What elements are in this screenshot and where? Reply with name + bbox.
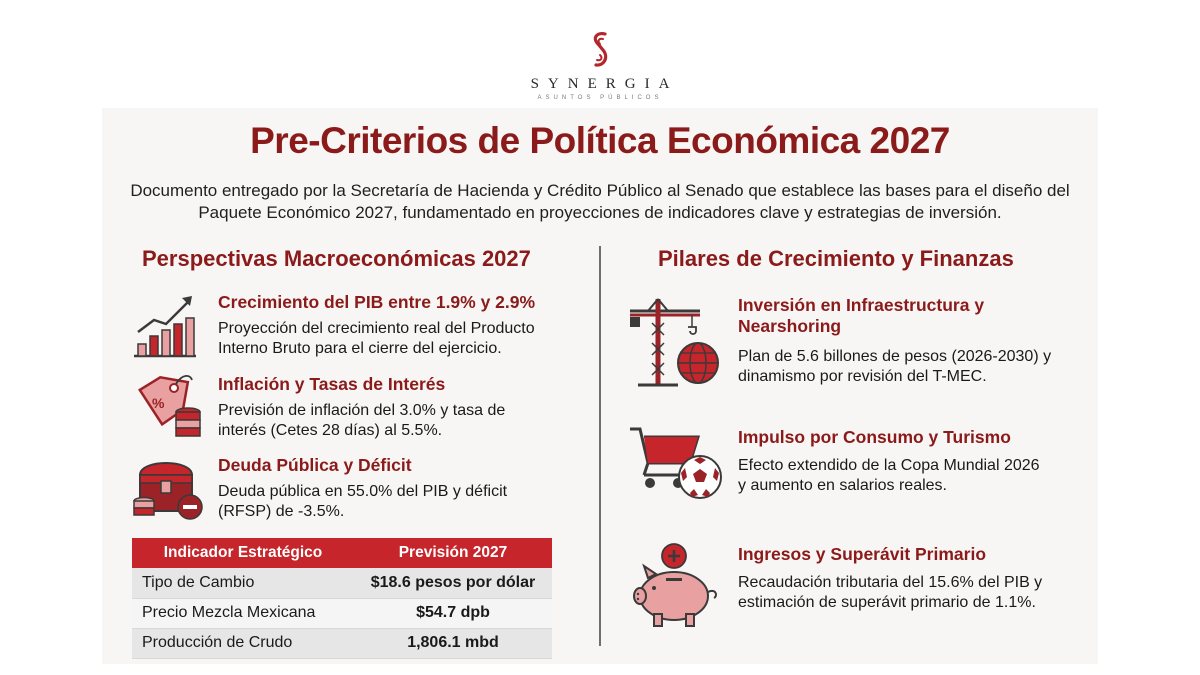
table-row (132, 628, 552, 658)
treasure-chest-icon (132, 453, 206, 523)
column-divider (599, 246, 601, 646)
table-cell-value: 1,806.1 mbd (354, 628, 552, 658)
item-text: Deuda pública en 55.0% del PIB y déficit (RFSP) de -3.5%. (218, 483, 508, 520)
brand-logo (0, 30, 1200, 101)
item-title: Inversión en Infraestructura y Nearshoring (738, 295, 985, 336)
table-row (132, 598, 552, 628)
page-title: Pre-Criterios de Política Económica 2027 (250, 120, 950, 161)
table-cell-indicator: Tipo de Cambio (132, 568, 354, 598)
item-title: Deuda Pública y Déficit (218, 455, 412, 475)
brand-name: SYNERGIA (530, 76, 679, 92)
svg-text:%: % (152, 395, 165, 411)
item-title: Crecimiento del PIB entre 1.9% y 2.9% (218, 292, 536, 312)
cart-soccer-ball-icon (628, 423, 724, 503)
synergia-s-icon (589, 30, 611, 72)
item-text: Recaudación tributaria del 15.6% del PIB y estimación de superávit primario de 1.1%. (738, 574, 1043, 611)
item-text: Previsión de inflación del 3.0% y tasa de interés (Cetes 28 días) al 5.5%. (218, 402, 506, 439)
right-item-revenue (628, 540, 1088, 640)
item-title: Ingresos y Superávit Primario (738, 544, 987, 564)
left-item-gdp (132, 290, 572, 360)
item-text: Efecto extendido de la Copa Mundial 2026 y aumento en salarios reales. (738, 457, 1040, 494)
indicators-table (132, 538, 552, 659)
table-header-forecast: Previsión 2027 (354, 538, 552, 568)
right-column-heading: Pilares de Crecimiento y Finanzas (658, 246, 1014, 271)
right-item-infrastructure (628, 293, 1088, 393)
price-tag-coins-icon (132, 372, 204, 440)
item-text: Plan de 5.6 billones de pesos (2026-2030) y dinamismo por revisión del T-MEC. (738, 348, 1052, 385)
left-column-heading: Perspectivas Macroeconómicas 2027 (142, 246, 531, 271)
table-row (132, 568, 552, 598)
growth-chart-icon (132, 290, 198, 360)
item-title: Impulso por Consumo y Turismo (738, 427, 1011, 447)
brand-subtitle: ASUNTOS PÚBLICOS (537, 95, 663, 101)
crane-globe-icon (628, 293, 724, 389)
right-item-consumption (628, 423, 1088, 503)
table-cell-value: $18.6 pesos por dólar (354, 568, 552, 598)
intro-text: Documento entregado por la Secretaría de Hacienda y Crédito Público al Senado que establece las bases para el diseño del Paquete Económico 2027, fundamentado en proyecciones de indicadores clave y estrategias de inversión. (130, 181, 1070, 222)
left-item-inflation (132, 372, 572, 442)
piggy-bank-icon (628, 540, 724, 630)
left-item-debt (132, 453, 572, 525)
table-cell-value: $54.7 dpb (354, 598, 552, 628)
table-header-row (132, 538, 552, 568)
table-cell-indicator: Producción de Crudo (132, 628, 354, 658)
table-cell-indicator: Precio Mezcla Mexicana (132, 598, 354, 628)
item-text: Proyección del crecimiento real del Producto Interno Bruto para el cierre del ejercicio. (218, 320, 535, 357)
item-title: Inflación y Tasas de Interés (218, 374, 446, 394)
table-header-indicator: Indicador Estratégico (132, 538, 354, 568)
